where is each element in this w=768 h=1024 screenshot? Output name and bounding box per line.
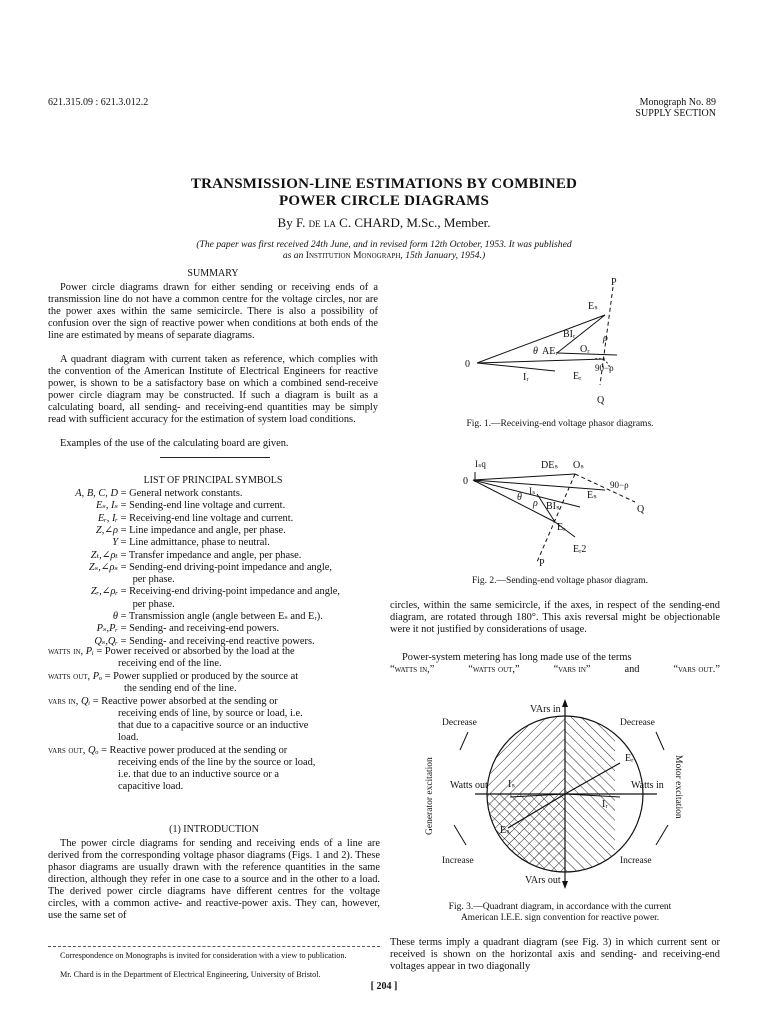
symbol-description: = Sending-end driving-point impedance and angle,: [120, 561, 332, 573]
watts-in-desc2: receiving end of the line.: [118, 658, 222, 669]
figure-2-caption: Fig. 2.—Sending-end voltage phasor diagram.: [472, 576, 648, 586]
fig2-label-angle: 90−ρ: [610, 480, 629, 490]
symbol-row: [48, 500, 380, 512]
author-rest: C. CHARD, M.Sc., Member.: [339, 215, 491, 230]
symbol-row: [48, 550, 380, 562]
fig3-label-es: Eₛ: [500, 825, 510, 836]
term-and: and: [624, 664, 640, 675]
fig3-label-increase-left: Increase: [442, 856, 474, 866]
fig1-label-es: Eₛ: [588, 301, 598, 312]
symbol-name: Eᵣ, Iᵣ: [97, 512, 118, 524]
symbol-description: = Sending-end line voltage and current.: [120, 500, 286, 512]
symbol-row: [48, 586, 380, 598]
intro-text: The power circle diagrams for sending and receiving ends of a line are derived from the corresponding voltage phasor diagrams (Figs. 1 and 2). These phasor diagrams are usually drawn with the reference quantities in the same direction, although they refer in one case to a source and in the other to a load. The derived power circle diagrams have different centres for the voltage circles, with a common active- and reactive-power axis. They can, however, use the same set of: [48, 838, 380, 921]
symbol-name: Pₛ,Pᵣ: [96, 623, 118, 635]
received-date: , 15th January, 1954.): [400, 250, 486, 261]
symbol-row: [48, 574, 380, 586]
symbol-name: Y: [112, 537, 118, 549]
fig2-line-er: [473, 480, 555, 522]
symbol-name: Zᵣ,∠ρᵣ: [90, 586, 118, 598]
fig2-label-er2: Eᵣ2: [573, 544, 587, 555]
udc-number: 621.315.09 : 621.3.012.2: [48, 97, 149, 108]
symbol-name: Z,∠ρ: [95, 524, 118, 536]
term-vars-out: “vars out.”: [673, 664, 720, 675]
symbol-row: [48, 562, 380, 574]
symbol-description: per phase.: [132, 598, 175, 610]
symbol-description: = Transmission angle (angle between Eₛ and Eᵣ).: [120, 611, 323, 622]
symbol-description: = Line admittance, phase to neutral.: [120, 537, 270, 549]
vars-in-desc: = Reactive power absorbed at the sending or: [92, 696, 278, 707]
watts-in-symbol: Pᵢ: [85, 646, 94, 657]
author-line: [40, 215, 728, 231]
fig2-label-es: Eₛ: [587, 490, 597, 501]
figure-3-diagram: [420, 695, 690, 895]
fig1-label-er: Eᵣ: [573, 371, 582, 382]
figure-2-diagram: [445, 452, 675, 572]
summary-divider: [160, 457, 270, 458]
symbol-description: = General network constants.: [120, 488, 243, 499]
fig1-label-bir: BIᵣ: [563, 329, 576, 340]
fig1-label-theta: θ: [533, 346, 538, 357]
symbol-watts-in: [48, 646, 380, 658]
symbol-name: Zₜ,∠ρₜ: [90, 549, 118, 561]
fig1-label-rho: ρ: [603, 333, 608, 344]
symbol-row: [48, 537, 380, 549]
fig3-label-watts-out: Watts out: [450, 780, 488, 791]
symbol-row: [48, 611, 380, 623]
fig2-label-bis: BIₛ: [546, 501, 560, 512]
summary-heading: SUMMARY: [187, 268, 239, 279]
vars-out-desc2: receiving ends of the line by the source or load,: [118, 757, 316, 768]
figure-3-caption-line2: American I.E.E. sign convention for reactive power.: [460, 913, 660, 923]
fig3-label-increase-right: Increase: [620, 856, 652, 866]
vars-out-label: vars out,: [48, 745, 86, 756]
symbol-name: θ: [112, 611, 118, 622]
fig1-line-ir: [477, 363, 555, 371]
fig3-arrow-down: [562, 881, 568, 889]
intro-heading: (1) INTRODUCTION: [169, 824, 259, 835]
footnote-rule: [48, 946, 380, 947]
symbol-description: = Receiving-end driving-point impedance and angle,: [120, 586, 340, 598]
fig2-line-des: [473, 474, 575, 480]
fig2-label-origin: 0: [463, 476, 468, 487]
symbol-vars-out: [48, 745, 380, 757]
fig1-label-origin: 0: [465, 359, 470, 370]
term-vars-in: “vars in”: [553, 664, 591, 675]
fig2-label-isq: Iₛq: [475, 459, 486, 469]
fig1-label-aer: AEᵣ: [542, 346, 558, 357]
symbol-description: = Sending- and receiving-end reactive powers.: [120, 635, 315, 647]
symbol-name: Zₛ,∠ρₛ: [88, 561, 118, 573]
symbol-name: Eₛ, Iₛ: [95, 500, 118, 512]
fig2-label-er: Eᵣ: [557, 522, 566, 533]
author-by: By F.: [277, 215, 306, 230]
fig3-arrow-decrease-right: [656, 732, 664, 750]
fig1-label-p: P: [611, 277, 617, 288]
fig2-label-q: Q: [637, 504, 645, 515]
watts-in-desc: = Power received or absorbed by the load at the: [96, 646, 295, 657]
symbol-row: [48, 488, 380, 500]
section-label: SUPPLY SECTION: [635, 108, 716, 119]
fig2-label-des: DEₛ: [541, 460, 559, 471]
term-watts-out: “watts out,”: [468, 664, 520, 675]
footnote-affiliation: Mr. Chard is in the Department of Electrical Engineering, University of Bristol.: [60, 970, 321, 979]
symbol-description: = Sending- and receiving-end powers.: [120, 623, 280, 635]
fig3-label-vars-out: VArs out: [525, 875, 561, 886]
figure-1-caption: Fig. 1.—Receiving-end voltage phasor diagrams.: [466, 419, 654, 429]
fig3-label-decrease-left: Decrease: [442, 718, 477, 728]
watts-out-label: watts out,: [48, 671, 91, 682]
fig2-line-p: [537, 474, 575, 562]
right-para3: These terms imply a quadrant diagram (see Fig. 3) in which current sent or received is shown on the horizontal axis and sending- and receiving-end voltages appear in two diagonally: [390, 937, 720, 972]
vars-in-label: vars in,: [48, 696, 79, 707]
fig3-label-vars-in: VArs in: [530, 704, 561, 715]
fig2-label-theta: θ: [517, 492, 522, 503]
summary-para2: A quadrant diagram with current taken as reference, which complies with the convention of the American Institute of Electrical Engineers for reactive power, is shown to be a satisfactory base on which a combined send-receive power circle diagram may be constructed. If such a diagram is built as a calculating board, all sending- and receiving-end quantities may be simply read with sufficient accuracy for the estimation of system load conditions.: [48, 354, 378, 425]
received-as-an: as an: [282, 250, 304, 261]
watts-out-symbol: Pₒ: [92, 671, 103, 682]
watts-in-label: watts in,: [48, 646, 84, 657]
received-monograph: Institution Monograph: [305, 250, 401, 261]
vars-out-desc3: i.e. that due to an inductive source or a: [118, 769, 279, 780]
fig3-arrow-decrease-left: [460, 732, 468, 750]
fig2-label-is: Iₛ: [529, 486, 536, 496]
fig3-label-generator-excitation: Generator excitation: [425, 757, 435, 835]
symbol-vars-in: [48, 696, 380, 708]
vars-out-desc4: capacitive load.: [118, 781, 184, 792]
fig2-label-os: Oₛ: [573, 460, 584, 471]
received-line1: (The paper was first received 24th June, and in revised form 12th October, 1953. It was published: [196, 239, 572, 250]
fig3-label-ir: Iᵣ: [602, 799, 608, 810]
symbol-name: Qₛ,Qᵣ: [94, 635, 118, 647]
author-particle: de la: [308, 215, 336, 230]
fig3-label-is: Iₛ: [508, 779, 516, 790]
symbol-description: per phase.: [132, 574, 175, 586]
page-number: [ 204 ]: [370, 981, 398, 992]
watts-out-desc: = Power supplied or produced by the source at: [104, 671, 299, 682]
fig1-label-ir: Iᵣ: [523, 372, 529, 383]
right-para1: circles, within the same semicircle, if the axes, in respect of the sending-end diagram, are rotated through 180°. This axis reversal might be objectionable were it not justified by considerations of usage.: [390, 600, 720, 635]
fig2-label-p: P: [539, 558, 545, 569]
monograph-number: Monograph No. 89: [639, 97, 716, 108]
fig1-label-angle: 90−ρ: [595, 363, 614, 373]
fig1-line-er: [477, 359, 605, 363]
summary-para1: Power circle diagrams drawn for either sending or receiving ends of a transmission line do not have a common centre for the voltage circles, nor are the power axes within the same semicircle. There is also a possibility of confusion over the sign of reactive power when conditions at both ends of the line are estimated by means of separate diagrams.: [48, 282, 378, 341]
received-line2: [40, 250, 728, 261]
fig2-label-rho: ρ: [533, 498, 538, 509]
symbol-description: = Line impedance and angle, per phase.: [120, 524, 286, 536]
symbols-list: [48, 488, 380, 648]
fig3-label-er: Eᵣ: [625, 753, 634, 764]
right-para2b: [390, 664, 720, 676]
symbol-row: [48, 513, 380, 525]
summary-para3: Examples of the use of the calculating board are given.: [60, 438, 289, 449]
vars-in-desc2: receiving ends of line, by source or load, i.e.: [118, 708, 303, 719]
paper-title-line2: POWER CIRCLE DIAGRAMS: [278, 193, 490, 209]
symbol-watts-out: [48, 671, 380, 683]
vars-in-desc4: load.: [118, 732, 139, 743]
fig3-arrow-increase-left: [454, 825, 466, 845]
vars-out-symbol: Qₒ: [87, 745, 99, 756]
term-watts-in: “watts in,”: [390, 664, 435, 675]
fig3-label-watts-in: Watts in: [631, 780, 664, 791]
right-para2a: Power-system metering has long made use of the terms: [402, 652, 632, 663]
symbol-name: A, B, C, D: [75, 488, 118, 499]
symbol-row: [48, 599, 380, 611]
vars-in-symbol: Qᵢ: [80, 696, 91, 707]
symbols-heading: LIST OF PRINCIPAL SYMBOLS: [143, 475, 283, 486]
fig1-line-es: [477, 315, 605, 363]
fig3-arrow-up: [562, 699, 568, 707]
fig3-label-decrease-right: Decrease: [620, 718, 655, 728]
fig1-label-or: Oᵣ: [580, 344, 590, 355]
watts-out-desc2: the sending end of the line.: [124, 683, 237, 694]
symbol-row: [48, 623, 380, 635]
vars-in-desc3: that due to a capacitive source or an inductive: [118, 720, 309, 731]
fig3-arrow-increase-right: [656, 825, 668, 845]
paper-title-line1: TRANSMISSION-LINE ESTIMATIONS BY COMBINED: [190, 176, 578, 192]
figure-3-caption-line1: Fig. 3.—Quadrant diagram, in accordance with the current: [448, 902, 672, 912]
fig3-label-motor-excitation: Motor excitation: [673, 755, 683, 819]
symbol-row: [48, 525, 380, 537]
symbol-description: = Receiving-end line voltage and current.: [120, 512, 294, 524]
symbol-description: = Transfer impedance and angle, per phase.: [120, 549, 302, 561]
vars-out-desc: = Reactive power produced at the sending or: [101, 745, 288, 756]
figure-1-diagram: [445, 275, 635, 410]
fig1-label-q: Q: [597, 395, 605, 406]
footnote-correspondence: Correspondence on Monographs is invited for consideration with a view to publication.: [60, 951, 347, 960]
